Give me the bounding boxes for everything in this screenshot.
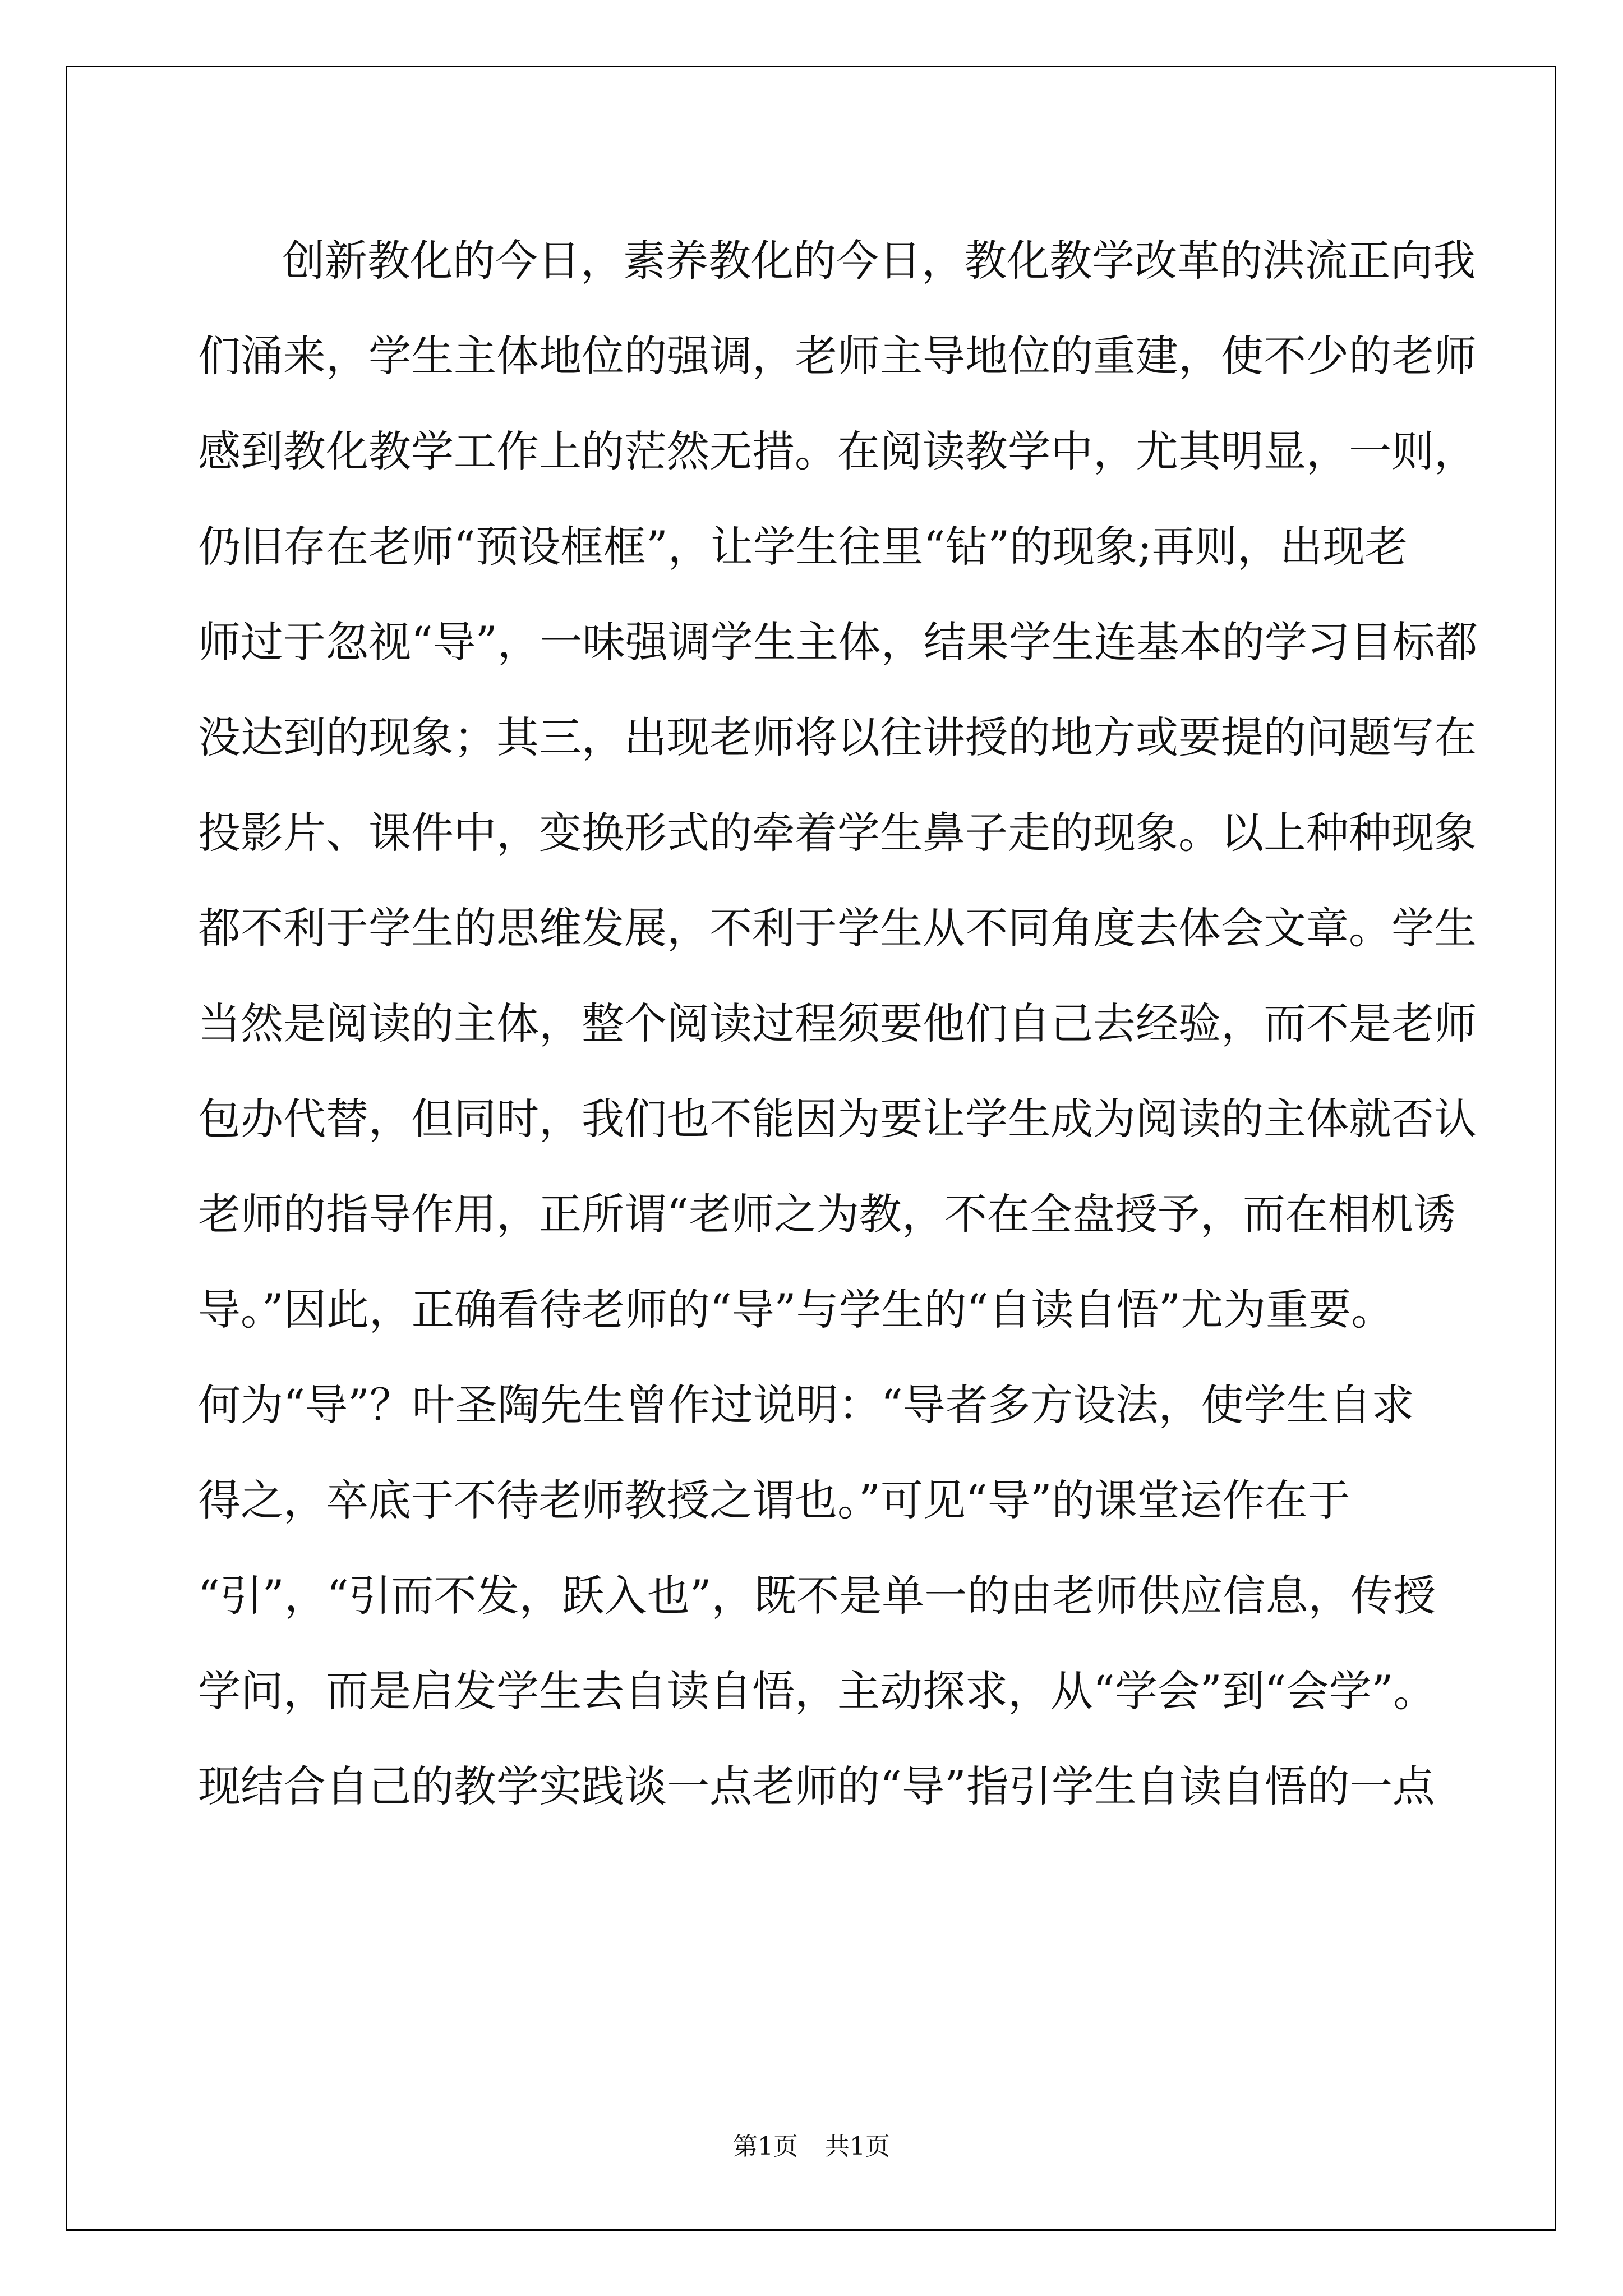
text-line: 仍旧存在老师“预设框框”，让学生往里“钻”的现象;再则，出现老 [198, 522, 1408, 572]
page-number: 第1页 [733, 2132, 798, 2161]
text-line: 师过于忽视“导”，一味强调学生主体，结果学生连基本的学习目标都 [198, 617, 1478, 667]
text-line: 何为“导”？叶圣陶先生曾作过说明：“导者多方设法，使学生自求 [198, 1380, 1414, 1430]
page-footer [0, 2126, 1623, 2162]
body-text [198, 213, 1478, 1834]
text-line: 导。”因此，正确看待老师的“导”与学生的“自读自悟”尤为重要。 [198, 1285, 1394, 1335]
text-line: 当然是阅读的主体，整个阅读过程须要他们自己去经验，而不是老师 [198, 999, 1477, 1048]
page-total: 共1页 [825, 2132, 890, 2161]
text-line: 学问，而是启发学生去自读自悟，主动探求，从“学会”到“会学”。 [198, 1666, 1436, 1716]
text-line: 投影片、课件中，变换形式的牵着学生鼻子走的现象。以上种种现象 [198, 808, 1477, 858]
text-line: 老师的指导作用，正所谓“老师之为教，不在全盘授予，而在相机诱 [198, 1189, 1456, 1239]
text-line: 感到教化教学工作上的茫然无措。在阅读教学中，尤其明显，一则， [198, 426, 1477, 476]
text-line: 现结合自己的教学实践谈一点老师的“导”指引学生自读自悟的一点 [198, 1761, 1435, 1811]
text-line: 创新教化的今日，素养教化的今日，教化教学改革的洪流正向我 [282, 236, 1476, 286]
text-line: 没达到的现象；其三，出现老师将以往讲授的地方或要提的问题写在 [198, 712, 1477, 762]
text-line: 都不利于学生的思维发展，不利于学生从不同角度去体会文章。学生 [198, 903, 1477, 953]
text-line: 包办代替，但同时，我们也不能因为要让学生成为阅读的主体就否认 [198, 1094, 1477, 1144]
text-line: “引”，“引而不发，跃入也”，既不是单一的由老师供应信息，传授 [198, 1571, 1436, 1621]
text-line: 得之，卒底于不待老师教授之谓也。”可见“导”的课堂运作在于 [198, 1475, 1350, 1525]
text-line: 们涌来，学生主体地位的强调，老师主导地位的重建，使不少的老师 [198, 331, 1477, 381]
